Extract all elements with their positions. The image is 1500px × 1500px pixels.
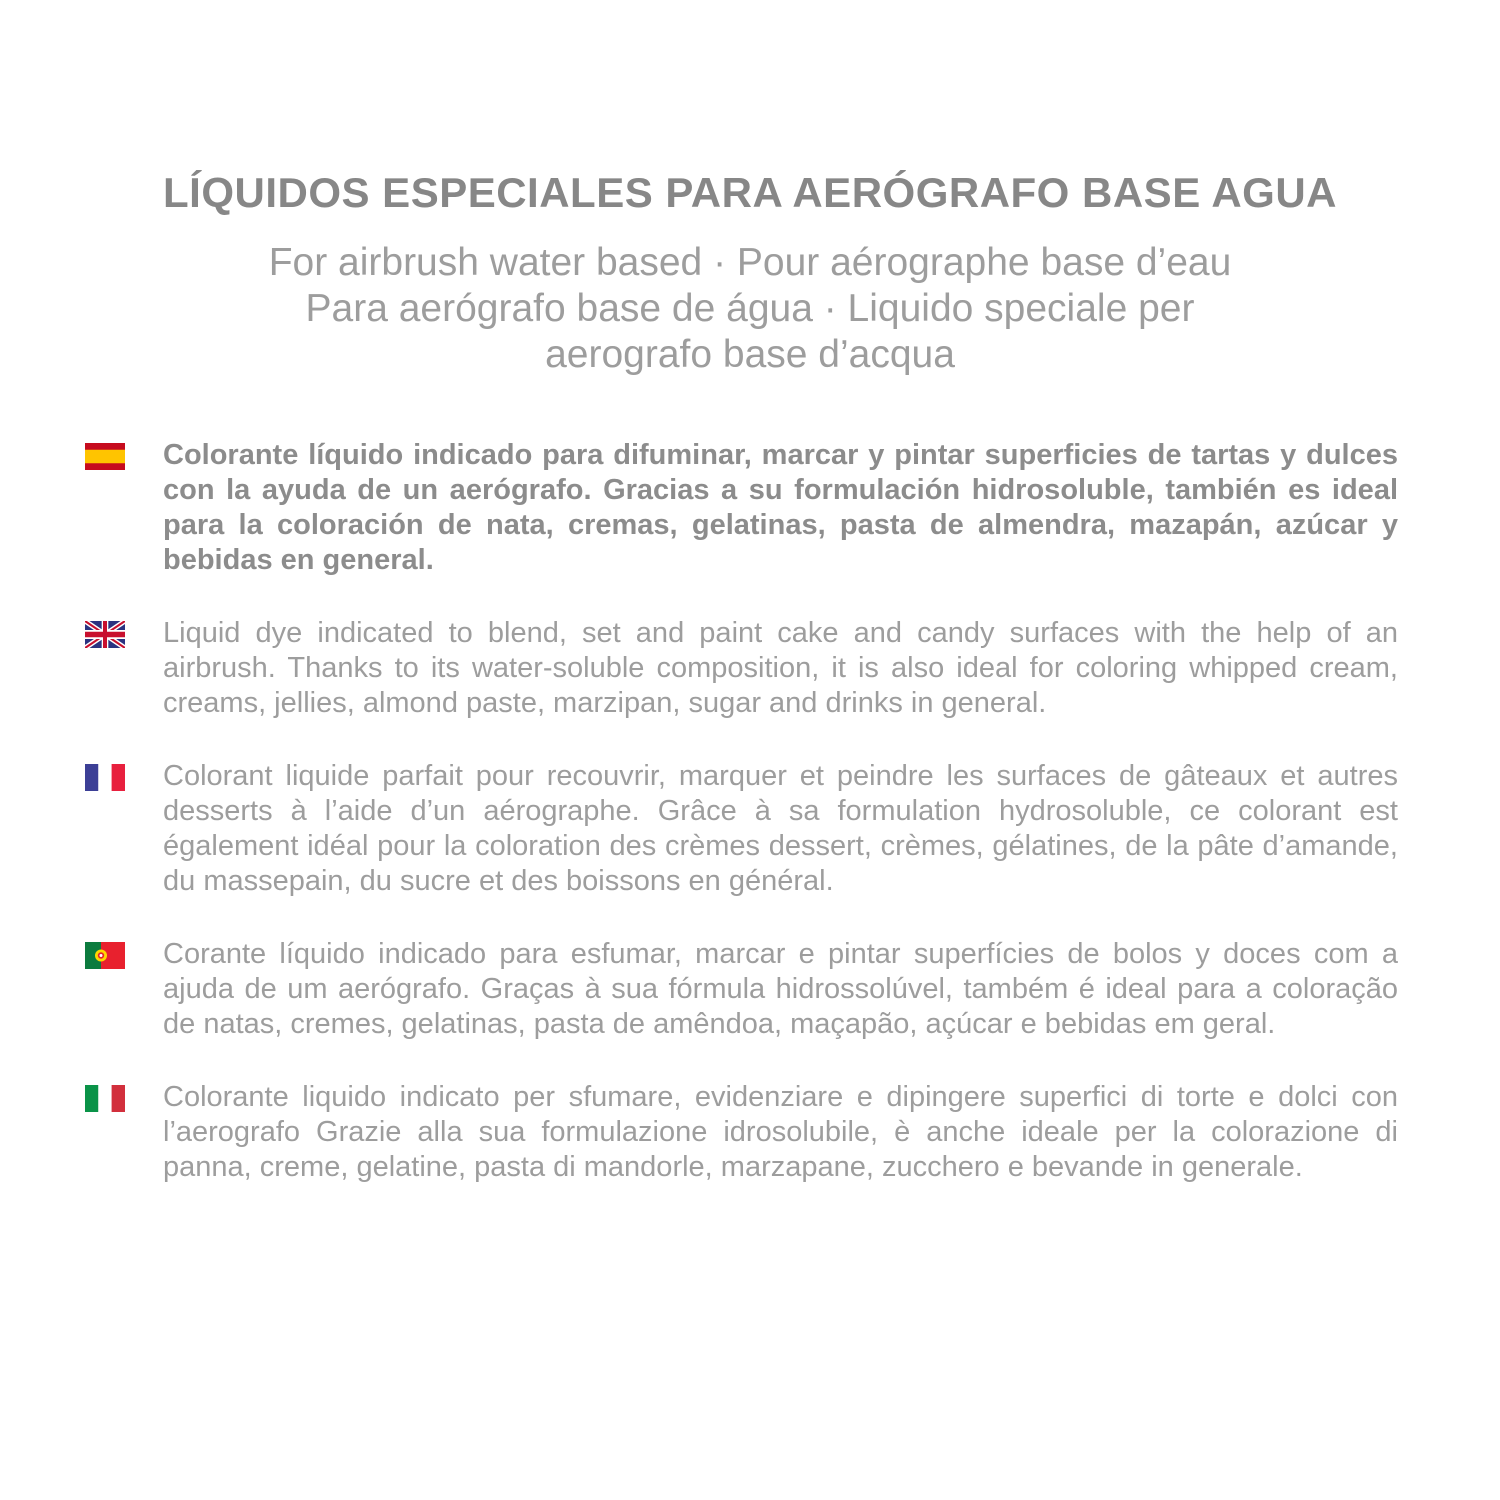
subtitle-line-2: Para aerógrafo base de água · Liquido speciale per [305,287,1195,330]
page-subtitle [0,240,1500,378]
description-row-portuguese [85,937,1398,1042]
spain-flag-icon [85,438,125,470]
description-row-italian [85,1080,1398,1185]
description-text-italian: Colorante liquido indicato per sfumare, evidenziare e dipingere superfici di torte e dolci con l’aerografo Grazie alla sua formulazione idrosolubile, è anche ideale per la colorazione di panna, creme, gelatine, pasta di mandorle, marzapane, zucchero e bevande in generale. [163,1081,1398,1183]
description-row-french [85,759,1398,899]
subtitle-line-1: For airbrush water based · Pour aérographe base d’eau [268,241,1232,284]
portugal-flag-icon [85,937,125,969]
description-text-spanish: Colorante líquido indicado para difuminar, marcar y pintar superficies de tartas y dulces con la ayuda de un aerógrafo. Gracias a su formulación hidrosoluble, también es ideal para la coloración de nata, cremas, gelatinas, pasta de almendra, mazapán, azúcar y bebidas en general. [163,439,1398,576]
france-flag-icon [85,759,125,791]
italy-flag-icon [85,1080,125,1112]
description-text-portuguese: Corante líquido indicado para esfumar, marcar e pintar superfícies de bolos y doces com a ajuda de um aerógrafo. Graças à sua fórmula hidrossolúvel, também é ideal para a coloração de natas, cremes, gelatinas, pasta de amêndoa, maçapão, açúcar e bebidas em geral. [163,938,1398,1040]
descriptions-list [85,438,1398,1185]
description-text-french: Colorant liquide parfait pour recouvrir, marquer et peindre les surfaces de gâteaux et autres desserts à l’aide d’un aérographe. Grâce à sa formulation hydrosoluble, ce colorant est également idéal pour la coloration des crèmes dessert, crèmes, gélatines, de la pâte d’amande, du massepain, du sucre et des boissons en général. [163,760,1398,897]
subtitle-line-3: aerografo base d’acqua [545,333,955,376]
uk-flag-icon [85,616,125,648]
description-text-english: Liquid dye indicated to blend, set and paint cake and candy surfaces with the help of an airbrush. Thanks to its water-soluble composition, it is also ideal for coloring whipped cream, creams, jellies, almond paste, marzipan, sugar and drinks in general. [163,617,1398,719]
page-title: LÍQUIDOS ESPECIALES PARA AERÓGRAFO BASE AGUA [163,169,1337,216]
page-header [0,168,1500,378]
description-row-english [85,616,1398,721]
description-row-spanish [85,438,1398,578]
